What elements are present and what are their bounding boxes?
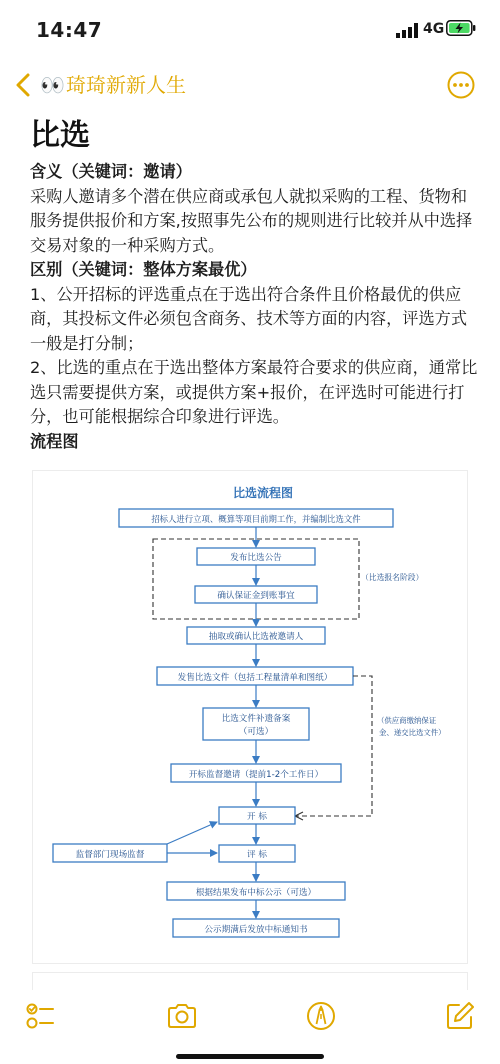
bottom-toolbar [0,990,500,1064]
flowchart-image[interactable] [32,470,468,964]
step-confirm-deposit-label: 确认保证金到账事宜 [217,591,295,601]
heading-difference: 区别（关键词：整体方案最优） [30,260,257,279]
step-prepare-label: 招标人进行立项、概算等项目前期工作，并编制比选文件 [151,514,361,524]
step-bid-opening-label: 开 标 [247,812,267,822]
nav-bar [0,64,500,108]
camera-icon[interactable] [166,1000,198,1032]
step-addendum-label: 比选文件补遗备案 [221,714,291,724]
supplier-note-line-2: 金、递交比选文件） [379,728,446,737]
pen-markup-icon[interactable] [305,1000,337,1032]
arrow-supervise-open [167,822,217,844]
signal-icon [396,23,418,38]
status-time: 14:47 [36,18,103,42]
paragraph-point-1: 1、公开招标的评选重点在于选出符合条件且价格最优的供应商，其投标文件必须包含商务、技术等方面的内容，评选方式一般是打分制； [30,284,468,353]
note-title: 比选 [30,118,90,153]
chevron-left-icon[interactable] [14,72,32,98]
network-type: 4G [423,21,445,37]
step-publish-result-label: 根据结果发布中标公示（可选） [195,888,317,898]
step-publish-notice-label: 发布比选公告 [230,553,282,563]
back-label[interactable]: 琦琦新新人生 [66,73,186,97]
step-addendum-optional: （可选） [238,727,274,737]
note-body[interactable] [30,160,478,454]
step-supervision-invite-label: 开标监督邀请（提前1-2个工作日） [188,770,324,780]
paragraph-meaning: 采购人邀请多个潜在供应商或承包人就拟采购的工程、货物和服务提供报价和方案,按照事先公布的规则进行比较并从中选择交易对象的一种采购方式。 [30,186,473,255]
heading-meaning: 含义（关键词：邀请） [30,162,192,181]
paragraph-point-2: 2、比选的重点在于选出整体方案最符合要求的供应商，通常比选只需要提供方案，或提供方案+报价，在评选时可能进行打分，也可能根据综合印象进行评选。 [30,358,478,426]
checklist-icon[interactable] [24,1000,56,1032]
eyes-emoji: 👀 [40,73,65,97]
battery-charging-icon [446,20,476,36]
step-evaluation-label: 评 标 [247,850,267,860]
step-sell-documents-label: 发售比选文件（包括工程量清单和图纸） [177,673,333,683]
signup-stage-note: （比选报名阶段） [361,573,424,582]
heading-flowchart: 流程图 [30,431,79,451]
home-indicator [176,1054,324,1059]
supplier-note-line-1: （供应商缴纳保证 [377,716,437,725]
supervision-box-label: 监督部门现场监督 [75,850,145,860]
supplier-loop-line [295,676,372,816]
ellipsis-circle-icon[interactable] [446,70,476,100]
status-bar [0,0,500,58]
compose-icon[interactable] [444,1000,476,1032]
flowchart-diagram [33,471,467,963]
step-select-invitees-label: 抽取或确认比选被邀请人 [208,632,304,642]
step-award-notice-label: 公示期满后发放中标通知书 [204,925,308,935]
flowchart-title: 比选流程图 [232,486,294,500]
